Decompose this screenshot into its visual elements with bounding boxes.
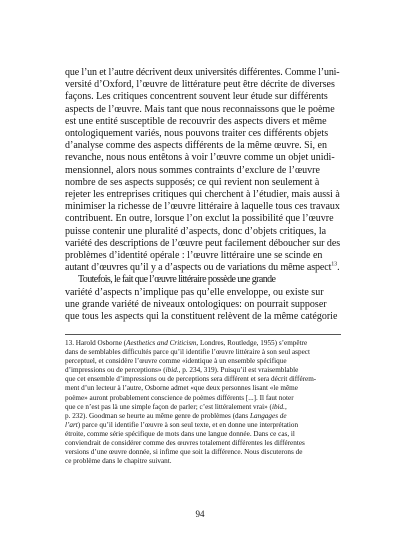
body-line: aspects de l’œuvre. Mais tant que nous reconnaissons que le poème bbox=[65, 103, 335, 115]
footnote-italic: ibid. bbox=[165, 366, 179, 375]
body-line-last bbox=[65, 262, 341, 274]
body-line: revanche, nous nous entêtons à voir l’œuvre comme un objet unidi- bbox=[65, 152, 335, 164]
footnote-text: , p. 234, 319). Puisqu’il est vraisemblable bbox=[178, 366, 299, 375]
footnote-text: que ce n’est pas là une simple façon de parler; c’est littéralement vrai» ( bbox=[65, 402, 272, 411]
footnote-text: , bbox=[284, 402, 287, 411]
footnote-italic: Aesthetics and Criticism bbox=[126, 339, 197, 347]
footnote-line: étroite, comme série spécifique de mots dans une langue donnée. Dans ce cas, il bbox=[65, 429, 295, 438]
footnote-line: perceptuel, et considère l’œuvre comme «identique à un ensemble spécifique bbox=[65, 357, 287, 366]
body-line: que l’un et l’autre décrivent deux universités différentes. Comme l’uni- bbox=[65, 67, 340, 78]
footnote-13 bbox=[65, 339, 341, 466]
footnote-text: d’impressions ou de perceptions» ( bbox=[65, 366, 166, 375]
footnote-line: ment d’un lecteur à l’autre, Osborne admet «que deux personnes lisant «le même bbox=[65, 384, 298, 393]
para-line: variété d’aspects n’implique pas qu’elle enveloppe, ou existe sur bbox=[65, 286, 324, 298]
page-number: 94 bbox=[195, 509, 205, 519]
body-line: façons. Les critiques concentrent souvent leur étude sur différents bbox=[65, 91, 328, 103]
footnote-line: poème» auront probablement conscience de poèmes différents [...]. Il faut noter bbox=[65, 393, 294, 402]
body-line: nombre de ses aspects supposés; ce qui revient non seulement à bbox=[65, 176, 320, 188]
footnote-line: que cet ensemble d’impressions ou de perceptions sera différent et sera décrit différem- bbox=[65, 375, 317, 384]
footnote-line: dans de semblables difficultés parce qu’il identifie l’œuvre littéraire à son seul aspect bbox=[65, 348, 310, 357]
body-line: variété des descriptions de l’œuvre peut facilement déboucher sur des bbox=[65, 237, 341, 249]
body-line-end: . bbox=[337, 262, 340, 274]
footnote-italic: ibid. bbox=[271, 402, 285, 411]
body-line: versité d’Oxford, l’œuvre de littérature peut être décrite de diverses bbox=[65, 79, 335, 91]
footnote-line bbox=[65, 339, 341, 348]
footnote-line bbox=[65, 403, 341, 412]
body-line: rejeter les entreprises critiques qui cherchent à l’étudier, mais aussi à bbox=[65, 189, 340, 201]
para-line: Toutefois, le fait que l’œuvre littéraire possède une grande bbox=[78, 274, 276, 286]
body-line-text: autant d’œuvres qu’il y a d’aspects ou de variations du même aspect bbox=[65, 262, 332, 274]
para-line: une grande variété de niveaux ontologiques: on pourrait supposer bbox=[65, 298, 327, 310]
body-line: puisse contenir une pluralité d’aspects, donc d’objets critiques, la bbox=[65, 225, 327, 237]
footnote-text: ) parce qu’il identifie l’œuvre à son seul texte, et en donne une interprétation bbox=[77, 420, 299, 429]
footnote-line: ce problème dans le chapitre suivant. bbox=[65, 457, 172, 466]
body-line: d’analyse comme des aspects différents de la même œuvre. Si, en bbox=[65, 140, 327, 152]
footnote-italic: Langages de bbox=[250, 411, 287, 420]
body-line: est une entité susceptible de recouvrir des aspects divers et même bbox=[65, 115, 327, 127]
footnote-line: versions d’une œuvre donnée, si infime que soit la différence. Nous discuterons de bbox=[65, 448, 303, 457]
footnote-line bbox=[65, 421, 341, 430]
para-line: que tous les aspects qui la constituent relèvent de la même catégorie bbox=[65, 311, 338, 323]
body-line: mensionnel, alors nous sommes contraints d’exclure de l’œuvre bbox=[65, 164, 320, 176]
footnote-line bbox=[65, 366, 341, 375]
footnote-italic: l’art bbox=[65, 420, 78, 429]
footnote-text: p. 232). Goodman se heurte au même genre de problèmes (dans bbox=[65, 411, 251, 420]
footnote-line bbox=[65, 412, 341, 421]
footnote-separator bbox=[65, 334, 341, 335]
footnote-line: conviendrait de considérer comme des œuvres totalement différentes les différentes bbox=[65, 439, 305, 448]
body-line: minimiser la richesse de l’œuvre littéraire à laquelle tous ces travaux bbox=[65, 201, 340, 213]
footnote-text: 13. Harold Osborne ( bbox=[65, 339, 127, 347]
body-line: ontologiquement variés, nous pouvons traiter ces différents objets bbox=[65, 128, 329, 140]
footnote-text: , Londres, Routledge, 1955) s’empêtre bbox=[196, 339, 308, 347]
main-text bbox=[65, 67, 341, 323]
body-line: problèmes d’identité opérale : l’œuvre littéraire une se scinde en bbox=[65, 250, 323, 262]
body-line: contribuent. En outre, lorsque l’on exclut la possibilité que l’œuvre bbox=[65, 213, 334, 225]
footnote-ref: 13 bbox=[331, 261, 338, 268]
